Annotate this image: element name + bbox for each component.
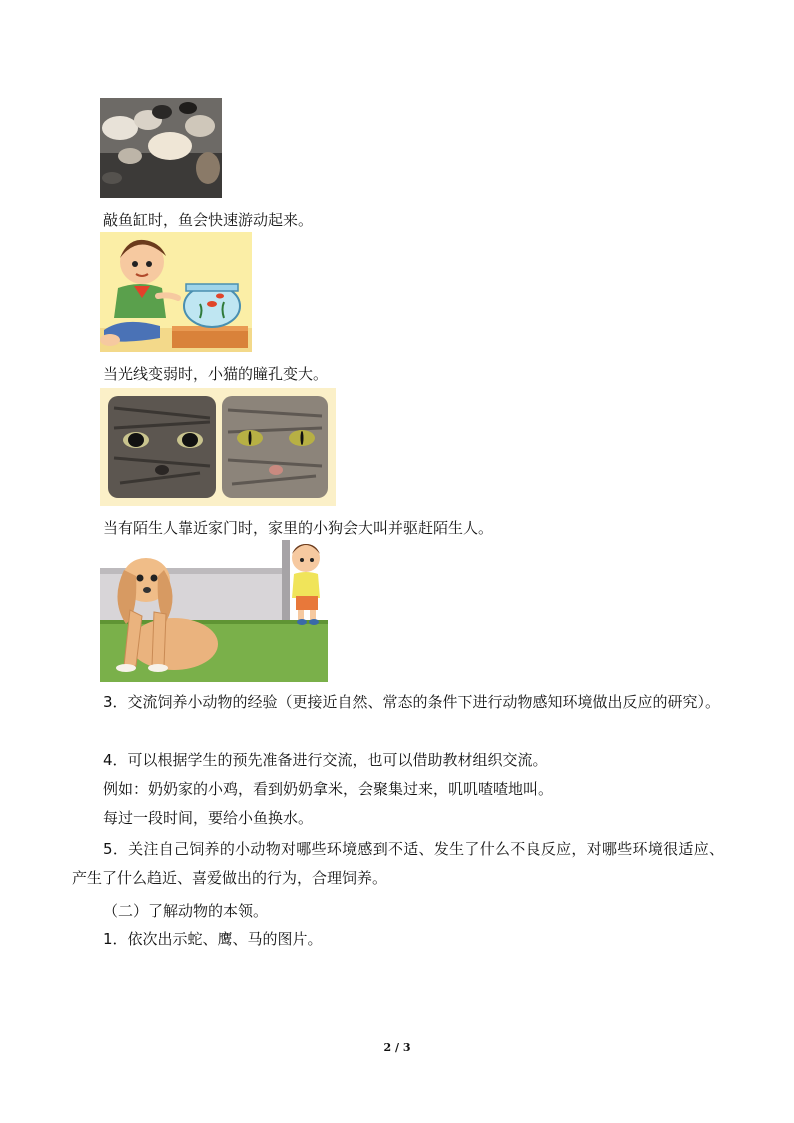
cat-pupils-photo (100, 388, 336, 506)
chicks-photo (100, 98, 222, 198)
cat-caption: 当光线变弱时，小猫的瞳孔变大。 (103, 365, 329, 383)
fish-tank-illustration (100, 232, 252, 352)
paragraph-4: 4．可以根据学生的预先准备进行交流，也可以借助教材组织交流。 (103, 751, 548, 769)
fish-caption: 敲鱼缸时，鱼会快速游动起来。 (103, 211, 314, 229)
paragraph-5: 5．关注自己饲养的小动物对哪些环境感到不适、发生了什么不良反应，对哪些环境很适应、产生了什么趋近、喜爱做出的行为，合理饲养。 (72, 840, 724, 887)
dog-stranger-illustration (100, 540, 328, 682)
page-number: 2 / 3 (383, 1041, 411, 1054)
section-2-heading: （二）了解动物的本领。 (103, 902, 269, 920)
paragraph-3: 3．交流饲养小动物的经验（更接近自然、常态的条件下进行动物感知环境做出反应的研究）。 (103, 693, 721, 711)
paragraph-example: 例如：奶奶家的小鸡，看到奶奶拿米，会聚集过来，叽叽喳喳地叫。 (103, 780, 554, 798)
paragraph-fish-water: 每过一段时间，要给小鱼换水。 (103, 809, 314, 827)
dog-caption: 当有陌生人靠近家门时，家里的小狗会大叫并驱赶陌生人。 (103, 519, 494, 537)
section-2-item-1: 1．依次出示蛇、鹰、马的图片。 (103, 930, 323, 948)
